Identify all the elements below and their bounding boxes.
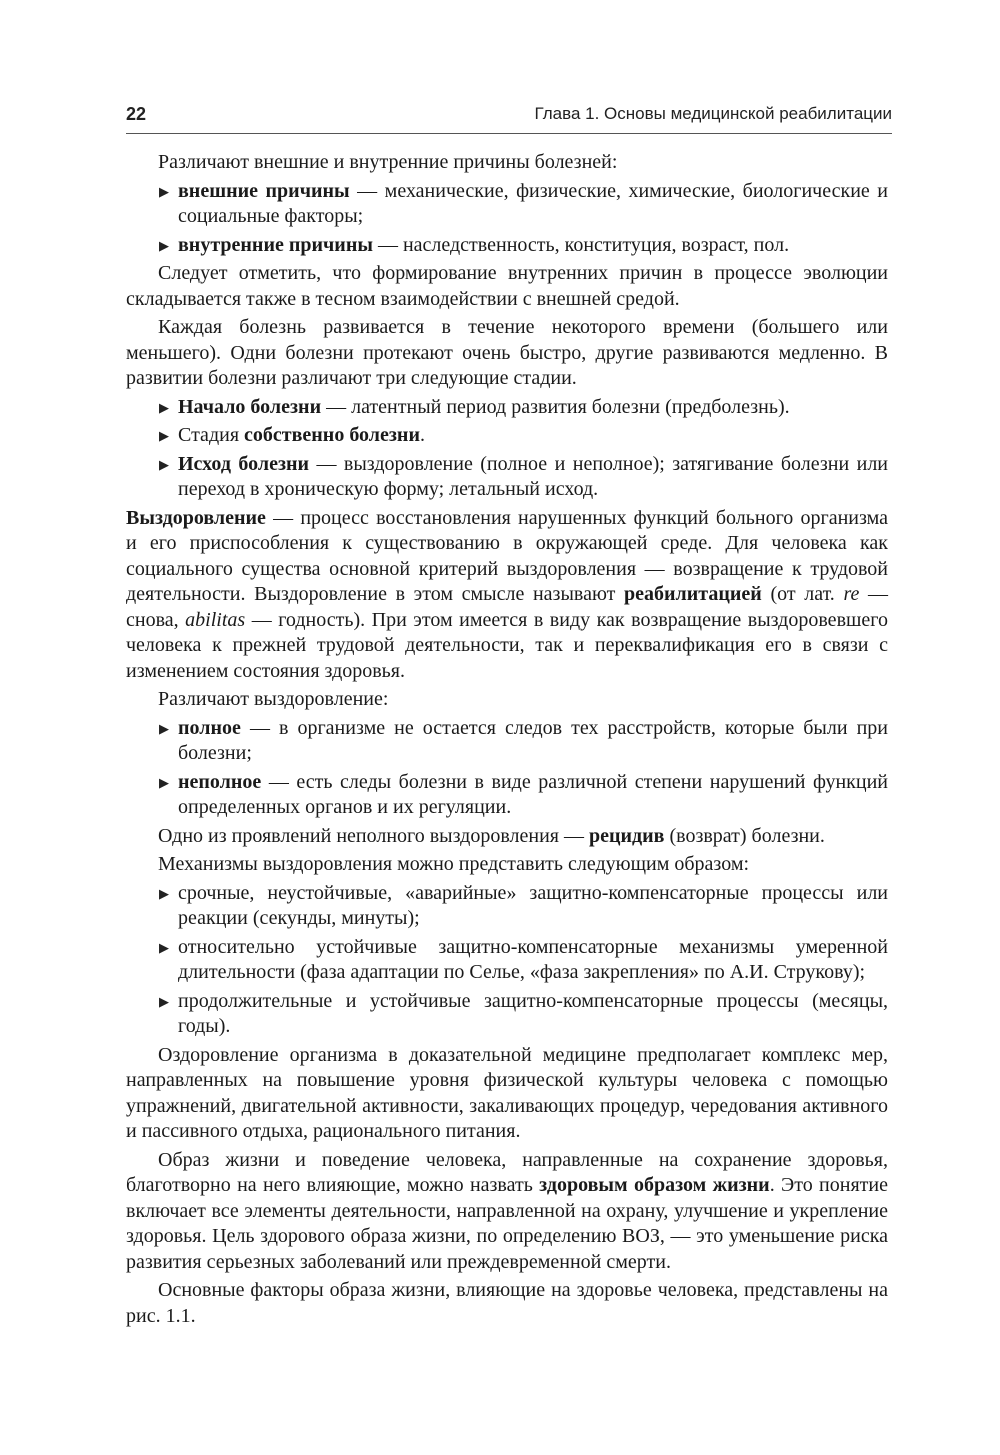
recovery-types-list [126,716,888,821]
list-item-text: . [419,424,425,446]
paragraph-text: Образ жизни и поведение человека, направленные на сохранение здоровья, благотворно на него влияющие, можно назвать [126,1148,888,1196]
list-item-text: относительно устойчивые защитно-компенсаторные механизмы умеренной длительности (фаза адаптации по Селье, «фаза закрепления» по А.И. Струкову); [178,935,888,983]
bullet-icon: ▶ [159,939,169,955]
paragraph: Следует отметить, что формирование внутренних причин в процессе эволюции складывается также в тесном взаимодействии с внешней средой. [126,262,888,310]
list-item-text: срочные, неустойчивые, «аварийные» защитно-компенсаторные процессы или реакции (секунды, минуты); [178,881,888,929]
list-item-text: продолжительные и устойчивые защитно-компенсаторные процессы (месяцы, годы). [178,989,888,1037]
paragraph [126,506,888,685]
paragraph-text: — годность). При этом имеется в виду как возвращение выздоровевшего человека к прежней трудовой деятельности, так и переквалификация его в связи с изменением состояния здоровья. [126,608,888,682]
list-item-text: — есть следы болезни в виде различной степени нарушений функций определенных органов и их регуляции. [178,770,888,818]
term: реабилитацией [624,583,762,605]
term: здоровым образом жизни [539,1174,770,1196]
latin-word: re [843,583,860,605]
paragraph: Основные факторы образа жизни, влияющие на здоровье человека, представлены на рис. 1.1. [126,1279,888,1327]
term: внутренние причины [178,233,373,256]
paragraph-text: (возврат) болезни. [664,824,825,847]
term: Исход болезни [178,452,310,475]
paragraph: Различают внешние и внутренние причины болезней: [158,151,618,173]
paragraph-text: . Это понятие включает все элементы деятельности, направленной на охрану, улучшение и укрепление здоровья. Цель здорового образа жизни, по определению ВОЗ, — это уменьшение риска развития серьезных заболеваний или преждевременной смерти. [126,1174,888,1273]
term: Начало болезни [178,395,322,418]
list-item [126,179,888,230]
bullet-icon: ▶ [159,183,169,199]
stages-list [126,395,888,503]
list-item [126,452,888,503]
list-item-text: — наследственность, конституция, возраст, пол. [372,233,790,256]
list-item [126,395,888,421]
paragraph: Оздоровление организма в доказательной медицине предполагает комплекс мер, направленных на повышение уровня физической культуры человека с помощью упражнений, двигательной активности, закаливающих процедур, чередования активного и пассивного отдыха, рационального питания. [126,1043,888,1142]
term: неполное [178,770,262,793]
list-item-text: — в организме не остается следов тех расстройств, которые были при болезни; [178,716,888,764]
list-item [126,770,888,821]
latin-word: abilitas [185,608,246,631]
running-title: Глава 1. Основы медицинской реабилитации [534,104,892,123]
bullet-icon: ▶ [159,720,169,736]
page-header [126,104,892,132]
bullet-icon: ▶ [159,774,169,790]
bullet-icon: ▶ [159,885,169,901]
list-item [126,716,888,767]
mechanisms-list [126,881,888,1040]
list-item [126,935,888,986]
list-item [126,989,888,1040]
list-item [126,423,888,449]
paragraph: Механизмы выздоровления можно представить следующим образом: [158,853,750,875]
list-item [126,233,888,259]
paragraph-text: — снова, [126,583,889,631]
term: собственно болезни [244,424,420,446]
bullet-icon: ▶ [159,237,169,253]
list-item-text: — выздоровление (полное и неполное); затягивание болезни или переход в хроническую форму; летальный исход. [178,452,888,500]
page-body [126,150,888,1332]
paragraph: Каждая болезнь развивается в течение некоторого времени (большего или меньшего). Одни болезни протекают очень быстро, другие развиваются медленно. В развитии болезни различают три следующие стадии. [126,316,888,389]
paragraph: Различают выздоровление: [158,688,389,710]
term: внешние причины [178,179,350,202]
header-rule [126,133,892,134]
bullet-icon: ▶ [159,399,169,415]
list-item-text: Стадия [178,424,245,446]
term: Выздоровление [126,506,266,529]
term: рецидив [588,824,665,847]
page-number: 22 [126,104,147,124]
bullet-icon: ▶ [159,993,169,1009]
causes-list [126,179,888,259]
bullet-icon: ▶ [159,428,169,443]
list-item-text: — механические, физические, химические, биологические и социальные факторы; [178,179,888,227]
paragraph-text: (от лат. [761,583,844,605]
paragraph [126,1148,888,1276]
list-item-text: — латентный период развития болезни (предболезнь). [321,395,790,418]
list-item [126,881,888,932]
bullet-icon: ▶ [159,456,169,472]
paragraph [126,824,888,850]
term: полное [178,716,241,739]
paragraph-text: — процесс восстановления нарушенных функций больного организма и его приспособления к существованию в окружающей среде. Для человека как социального существа основной критерий выздоровления — возвращение к трудовой деятельности. Выздоровление в этом смысле называют [126,506,888,605]
paragraph-text: Одно из проявлений неполного выздоровления — [158,824,589,847]
